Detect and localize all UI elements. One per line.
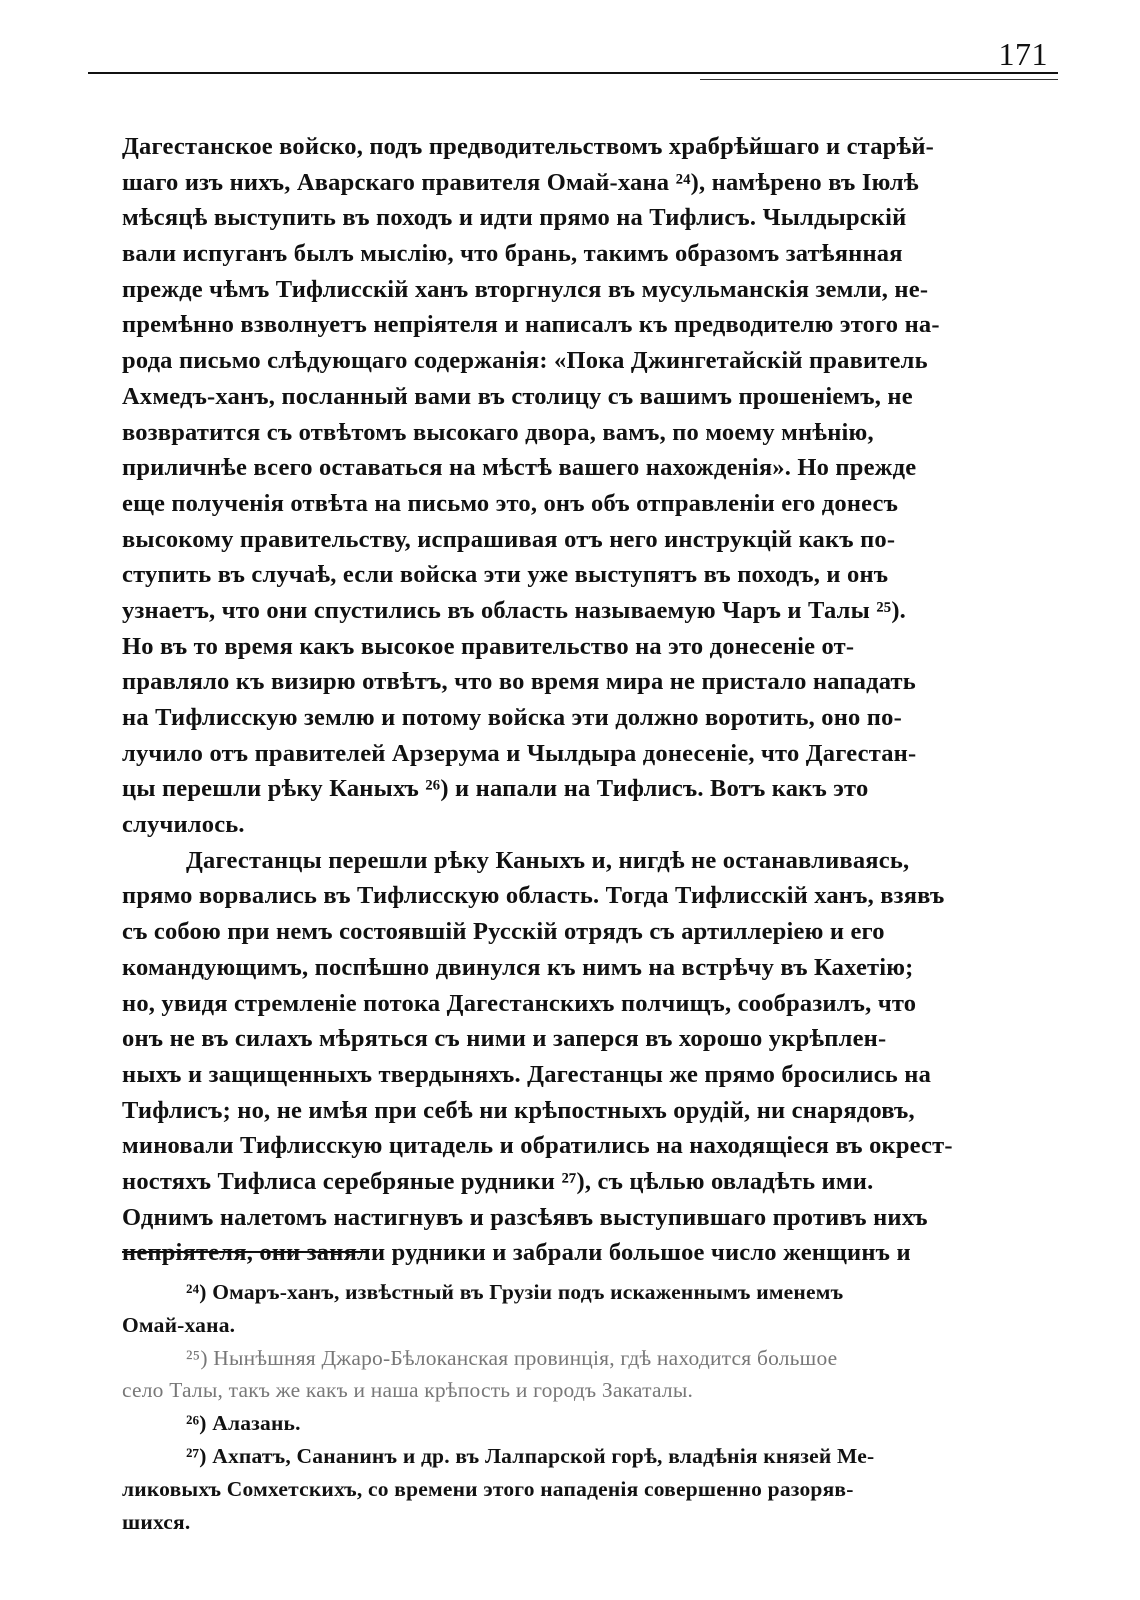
footnote-line: ликовыхъ Сомхетскихъ, со времени этого нападенія совершенно разоряв- bbox=[122, 1476, 854, 1501]
footnote-line: ²⁶) Алазань. bbox=[186, 1411, 301, 1436]
text-line: Тифлисъ; но, не имѣя при себѣ ни крѣпостныхъ орудій, ни снарядовъ, bbox=[122, 1096, 915, 1124]
footnotes bbox=[122, 1276, 1018, 1538]
text-line: командующимъ, поспѣшно двинулся къ нимъ на встрѣчу въ Кахетію; bbox=[122, 953, 914, 981]
text-line: миновали Тифлисскую цитадель и обратились на находящіеся въ окрест- bbox=[122, 1132, 953, 1160]
text-line: ностяхъ Тифлиса серебряные рудники ²⁷), съ цѣлью овладѣть ими. bbox=[122, 1167, 874, 1195]
text-line: вали испуганъ былъ мыслію, что брань, такимъ образомъ затѣянная bbox=[122, 240, 903, 268]
text-line: Дагестанское войско, подъ предводительствомъ храбрѣйшаго и старѣй- bbox=[122, 133, 935, 160]
text-line: Однимъ налетомъ настигнувъ и разсѣявъ выступившаго противъ нихъ bbox=[122, 1203, 928, 1231]
text-line: Ахмедъ-ханъ, посланный вами въ столицу съ вашимъ прошеніемъ, не bbox=[122, 382, 913, 410]
page-number: 171 bbox=[998, 36, 1048, 72]
footnote-line: ²⁵) Нынѣшняя Джаро-Бѣлоканская провинція, гдѣ находится большое bbox=[186, 1345, 838, 1370]
text-line: премѣнно взволнуетъ непріятеля и написалъ къ предводителю этого на- bbox=[122, 311, 940, 339]
paragraph-start-line: Дагестанцы перешли рѣку Каныхъ и, нигдѣ не останавливаясь, bbox=[186, 846, 910, 874]
header-rule bbox=[88, 72, 1058, 74]
text-line: онъ не въ силахъ мѣряться съ ними и заперся въ хорошо укрѣплен- bbox=[122, 1025, 887, 1053]
footnote-line: село Талы, такъ же какъ и наша крѣпость и городъ Закаталы. bbox=[122, 1378, 694, 1403]
footnote-line: ²⁴) Омаръ-ханъ, извѣстный въ Грузіи подъ искаженнымъ именемъ bbox=[186, 1280, 844, 1304]
text-line: Но въ то время какъ высокое правительство на это донесеніе от- bbox=[122, 632, 855, 660]
text-line: цы перешли рѣку Каныхъ ²⁶) и напали на Тифлисъ. Вотъ какъ это bbox=[122, 775, 869, 803]
text-line: еще полученія отвѣта на письмо это, онъ объ отправленіи его донесъ bbox=[122, 489, 899, 517]
footnote-line: ²⁷) Ахпатъ, Сананинъ и др. въ Лалпарской горѣ, владѣнія князей Ме- bbox=[186, 1443, 875, 1468]
text-line: ступить въ случаѣ, если войска эти уже выступятъ въ походъ, и онъ bbox=[122, 561, 889, 589]
header-rule-secondary bbox=[700, 79, 1058, 80]
body-text bbox=[122, 129, 1018, 1271]
text-line: случилось. bbox=[122, 811, 245, 839]
footnote-rule bbox=[122, 1251, 368, 1253]
text-line: непріятеля, они заняли рудники и забрали большое число женщинъ и bbox=[122, 1239, 911, 1267]
text-line: прямо ворвались въ Тифлисскую область. Тогда Тифлисскій ханъ, взявъ bbox=[122, 882, 945, 910]
text-line: съ собою при немъ состоявшій Русскій отрядъ съ артиллеріею и его bbox=[122, 918, 885, 946]
text-line: мѣсяцѣ выступить въ походъ и идти прямо на Тифлисъ. Чылдырскій bbox=[122, 204, 907, 232]
text-line: приличнѣе всего оставаться на мѣстѣ вашего нахожденія». Но прежде bbox=[122, 454, 917, 482]
footnote-line: Омай-хана. bbox=[122, 1312, 236, 1337]
text-line: высокому правительству, испрашивая отъ него инструкцій какъ по- bbox=[122, 525, 896, 553]
text-line: прежде чѣмъ Тифлисскій ханъ вторгнулся въ мусульманскія земли, не- bbox=[122, 275, 929, 303]
text-line: узнаетъ, что они спустились въ область называемую Чаръ и Талы ²⁵). bbox=[122, 596, 907, 624]
text-line: лучило отъ правителей Арзерума и Чылдыра донесеніе, что Дагестан- bbox=[122, 739, 917, 767]
text-line: на Тифлисскую землю и потому войска эти должно воротить, оно по- bbox=[122, 704, 902, 731]
text-line: но, увидя стремленіе потока Дагестанскихъ полчищъ, сообразилъ, что bbox=[122, 989, 917, 1017]
text-line: возвратится съ отвѣтомъ высокаго двора, вамъ, по моему мнѣнію, bbox=[122, 418, 874, 446]
text-line: шаго изъ нихъ, Аварскаго правителя Омай-хана ²⁴), намѣрено въ Іюлѣ bbox=[122, 168, 919, 196]
text-line: рода письмо слѣдующаго содержанія: «Пока Джингетайскій правитель bbox=[122, 347, 928, 375]
footnote-line: шихся. bbox=[122, 1509, 191, 1534]
text-line: ныхъ и защищенныхъ твердыняхъ. Дагестанцы же прямо бросились на bbox=[122, 1060, 932, 1088]
text-line: правляло къ визирю отвѣтъ, что во время мира не пристало нападать bbox=[122, 668, 916, 696]
